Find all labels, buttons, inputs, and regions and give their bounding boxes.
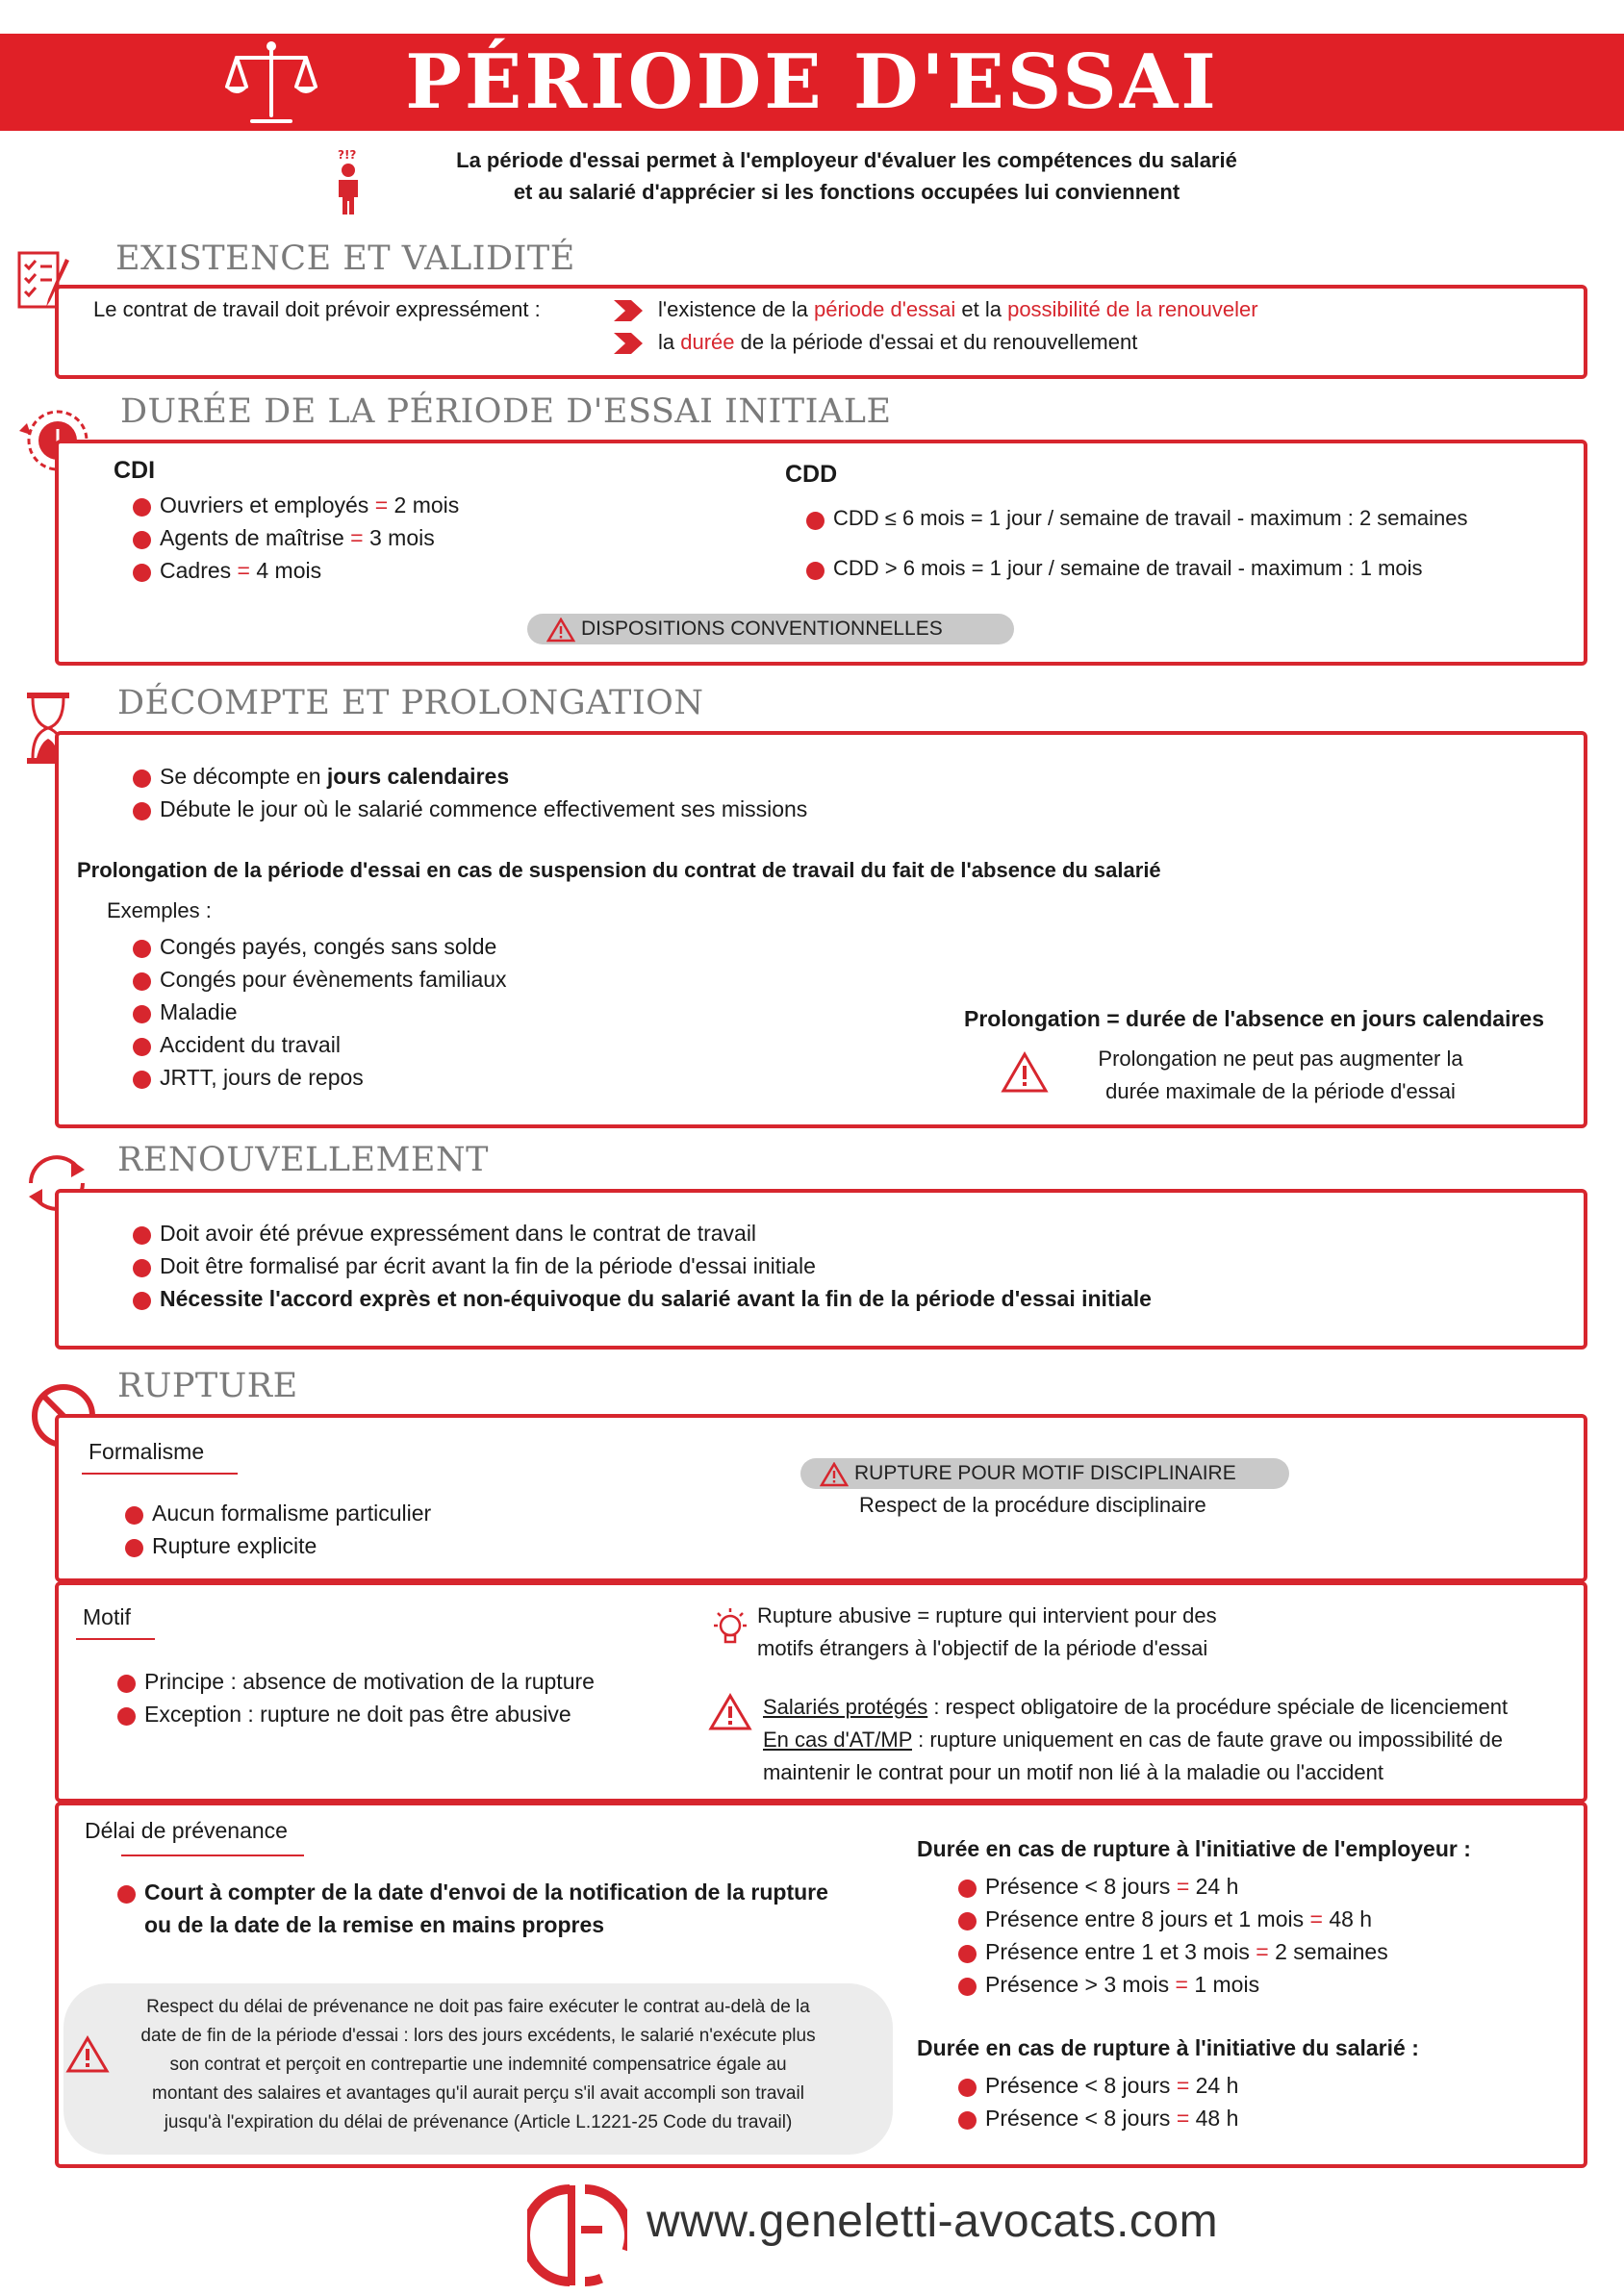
duration-label: Présence entre 1 et 3 mois: [985, 1939, 1256, 1964]
list-item: Rupture explicite: [125, 1529, 431, 1562]
disciplinaire-pill: [800, 1458, 1289, 1489]
list-item: [958, 2069, 1238, 2102]
cdi-item-label: Ouvriers et employés: [160, 492, 375, 517]
delai-bold-line-2: ou de la date de la remise en mains propres: [144, 1912, 605, 1937]
duration-value: 48 h: [1322, 1906, 1373, 1931]
warning-icon: [65, 2035, 110, 2074]
list-item: Débute le jour où le salarié commence effectivement ses missions: [133, 793, 807, 825]
cdi-item-label: Agents de maîtrise: [160, 525, 351, 550]
equals-sign: =: [1176, 2106, 1190, 2131]
existence-item-2-a: la: [658, 330, 681, 354]
cdi-item-label: Cadres: [160, 558, 238, 583]
cdi-item-value: 3 mois: [363, 525, 435, 550]
delai-label: Délai de prévenance: [85, 1818, 288, 1843]
existence-item-1-d: possibilité de la renouveler: [1007, 297, 1258, 321]
equals-sign: =: [1256, 1939, 1269, 1964]
formalisme-underline: [82, 1473, 238, 1475]
footer-url[interactable]: www.geneletti-avocats.com: [647, 2196, 1219, 2247]
motif-label: Motif: [83, 1604, 131, 1629]
section-title-duree: DURÉE DE LA PÉRIODE D'ESSAI INITIALE: [120, 392, 892, 431]
list-item: CDD ≤ 6 mois = 1 jour / semaine de travail - maximum : 2 semaines: [806, 502, 1467, 535]
warning-icon: [708, 1693, 752, 1731]
equals-sign: =: [374, 492, 389, 517]
disciplinaire-label: RUPTURE POUR MOTIF DISCIPLINAIRE: [854, 1462, 1236, 1484]
note-line-2-a: date de fin de la période d'essai: [140, 2026, 399, 2046]
equals-sign: =: [1176, 2073, 1190, 2098]
svg-text:?!?: ?!?: [338, 148, 357, 162]
proteges-text: [763, 1691, 1508, 1724]
atmp-text: [763, 1724, 1503, 1756]
list-item: [133, 521, 459, 554]
list-item: Doit avoir été prévue expressément dans le contrat de travail: [133, 1217, 1152, 1249]
geneletti-logo: [527, 2182, 627, 2289]
equals-sign: =: [1309, 1906, 1323, 1931]
formalisme-label: Formalisme: [89, 1439, 205, 1464]
prolong-note: [1054, 1043, 1507, 1108]
note-bubble: [63, 1983, 893, 2155]
note-line-2-b: : lors des jours excédents, le salarié n'exécute plus: [398, 2026, 816, 2046]
cdd-list: [806, 502, 1467, 585]
proteges-rest: : respect obligatoire de la procédure spéciale de licenciement: [927, 1695, 1509, 1719]
section-title-decompte: DÉCOMPTE ET PROLONGATION: [117, 684, 704, 722]
note-line-5: jusqu'à l'expiration du délai de prévenance (Article L.1221-25 Code du travail): [164, 2112, 793, 2132]
prolong-rule: Prolongation = durée de l'absence en jours calendaires: [964, 1006, 1545, 1031]
cdd-label: CDD: [785, 461, 838, 488]
chevron-right-icon: [614, 300, 643, 321]
duration-label: Présence < 8 jours: [985, 1874, 1177, 1899]
equals-sign: =: [350, 525, 364, 550]
duration-label: Présence > 3 mois: [985, 1972, 1176, 1997]
existence-item-1: [614, 293, 1258, 326]
prolong-heading: Prolongation de la période d'essai en cas de suspension du contrat de travail du fait de l'absence du salarié: [77, 858, 1161, 882]
atmp-line-2: maintenir le contrat pour un motif non lié à la maladie ou l'accident: [763, 1760, 1384, 1784]
disciplinaire-text: Respect de la procédure disciplinaire: [859, 1493, 1206, 1517]
list-item: [958, 1903, 1388, 1935]
cdi-item-value: 4 mois: [249, 558, 322, 583]
employeur-list: [958, 1870, 1388, 2001]
formalisme-list: [125, 1497, 431, 1562]
duration-label: Présence entre 8 jours et 1 mois: [985, 1906, 1310, 1931]
abusive-text: [757, 1600, 1217, 1665]
equals-sign: =: [1175, 1972, 1188, 1997]
section-title-renouvellement: RENOUVELLEMENT: [117, 1141, 489, 1179]
note-line-4: montant des salaires et avantages qu'il aurait perçu s'il avait accompli son travail: [152, 2083, 804, 2104]
salarie-list: [958, 2069, 1238, 2134]
abusive-line-1: Rupture abusive = rupture qui intervient pour des: [757, 1603, 1217, 1627]
delai-underline: [121, 1854, 304, 1856]
warning-icon: [1001, 1051, 1049, 1094]
list-item: [133, 760, 807, 793]
employeur-heading: Durée en cas de rupture à l'initiative de l'employeur :: [917, 1836, 1471, 1861]
list-item: JRTT, jours de repos: [133, 1061, 507, 1094]
equals-sign: =: [237, 558, 250, 583]
list-item: [958, 1870, 1388, 1903]
existence-item-2: [614, 326, 1137, 359]
existence-item-2-b: durée: [680, 330, 735, 354]
duration-label: Présence < 8 jours: [985, 2073, 1177, 2098]
existence-item-1-a: l'existence de la: [658, 297, 814, 321]
duration-label: Présence < 8 jours: [985, 2106, 1177, 2131]
prolong-note-line-1: Prolongation ne peut pas augmenter la: [1098, 1047, 1463, 1071]
motif-list: [117, 1665, 595, 1730]
warning-icon: [820, 1462, 849, 1487]
list-item: [133, 554, 459, 587]
list-item: Exception : rupture ne doit pas être abusive: [117, 1698, 595, 1730]
cdi-item-value: 2 mois: [388, 492, 460, 517]
chevron-right-icon: [614, 333, 643, 354]
duration-value: 24 h: [1189, 2073, 1239, 2098]
decompte-item-bold: jours calendaires: [326, 764, 510, 789]
examples-label: Exemples :: [107, 898, 212, 922]
decompte-item-text: Se décompte en: [160, 764, 327, 789]
lightbulb-icon: [710, 1606, 750, 1653]
abusive-line-2: motifs étrangers à l'objectif de la période d'essai: [757, 1636, 1208, 1660]
equals-sign: =: [1176, 1874, 1190, 1899]
delai-list: [117, 1876, 828, 1908]
list-item: CDD > 6 mois = 1 jour / semaine de travail - maximum : 1 mois: [806, 552, 1467, 585]
intro-line-2: et au salarié d'apprécier si les fonctions occupées lui conviennent: [513, 180, 1180, 204]
renouvellement-list: [133, 1217, 1152, 1315]
existence-lead: Le contrat de travail doit prévoir expressément :: [93, 297, 541, 321]
salarie-heading: Durée en cas de rupture à l'initiative du salarié :: [917, 2035, 1419, 2060]
existence-item-1-b: période d'essai: [813, 297, 956, 321]
list-item: Maladie: [133, 996, 507, 1028]
duration-value: 48 h: [1189, 2106, 1239, 2131]
intro-text: [366, 144, 1328, 208]
decompte-list: [133, 760, 807, 825]
duration-value: 24 h: [1189, 1874, 1239, 1899]
section-title-existence: EXISTENCE ET VALIDITÉ: [115, 240, 575, 278]
list-item: [133, 489, 459, 521]
atmp-rest: : rupture uniquement en cas de faute grave ou impossibilité de: [912, 1728, 1503, 1752]
warning-icon: [546, 618, 575, 643]
note-line-3: son contrat et perçoit en contrepartie une indemnité compensatrice égale au: [169, 2055, 787, 2075]
cdi-list: [133, 489, 459, 587]
existence-item-2-c: de la période d'essai et du renouvellement: [734, 330, 1138, 354]
atmp-label: En cas d'AT/MP: [763, 1728, 912, 1752]
dispositions-pill: [527, 614, 1014, 644]
list-item: Court à compter de la date d'envoi de la notification de la rupture: [117, 1876, 828, 1908]
proteges-label: Salariés protégés: [763, 1695, 928, 1719]
list-item: Accident du travail: [133, 1028, 507, 1061]
dispositions-label: DISPOSITIONS CONVENTIONNELLES: [581, 618, 943, 640]
list-item: Principe : absence de motivation de la rupture: [117, 1665, 595, 1698]
duration-value: 1 mois: [1187, 1972, 1260, 1997]
list-item: [958, 2102, 1238, 2134]
note-line-2: [63, 2022, 893, 2051]
intro-line-1: La période d'essai permet à l'employeur d'évaluer les compétences du salarié: [456, 148, 1237, 172]
list-item: Congés payés, congés sans solde: [133, 930, 507, 963]
existence-item-1-c: et la: [955, 297, 1008, 321]
prolong-note-line-2: durée maximale de la période d'essai: [1105, 1079, 1456, 1103]
list-item: Aucun formalisme particulier: [125, 1497, 431, 1529]
note-line-1: Respect du délai de prévenance ne doit pas faire exécuter le contrat au-delà de la: [146, 1997, 810, 2017]
section-title-rupture: RUPTURE: [117, 1367, 298, 1405]
page-title: PÉRIODE D'ESSAI: [405, 38, 1219, 126]
examples-list: [133, 930, 507, 1094]
motif-underline: [76, 1638, 155, 1640]
list-item: Doit être formalisé par écrit avant la fin de la période d'essai initiale: [133, 1249, 1152, 1282]
delai-bold: [117, 1876, 828, 1941]
duration-value: 2 semaines: [1268, 1939, 1388, 1964]
list-item: Nécessite l'accord exprès et non-équivoque du salarié avant la fin de la période d'essai initiale: [133, 1282, 1152, 1315]
cdi-label: CDI: [114, 457, 156, 484]
list-item: Congés pour évènements familiaux: [133, 963, 507, 996]
list-item: [958, 1968, 1388, 2001]
list-item: [958, 1935, 1388, 1968]
thinking-person-icon: [332, 147, 365, 216]
